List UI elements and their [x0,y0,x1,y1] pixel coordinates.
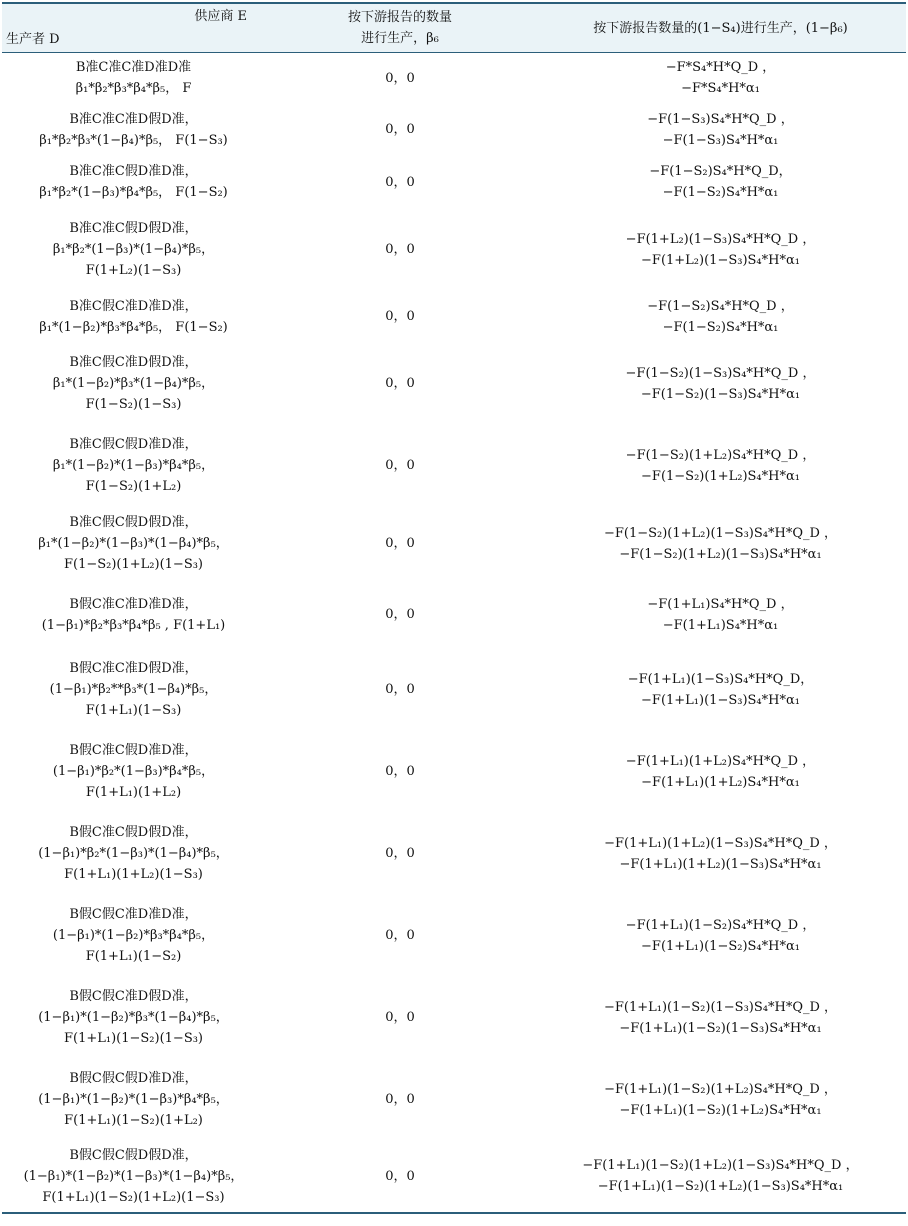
strategy-line: B假C假C准D准D准， [69,907,198,922]
partial-payoff-cell [535,425,906,507]
report-payoff-cell: 0，0 [385,1092,415,1107]
table-row [2,977,906,1059]
header-report-quantity-line: 进行生产，β₆ [361,31,439,46]
strategy-line: F(1+L₂)(1−S₃) [85,263,182,278]
strategy-line: β₁*(1−β₂)*β₃*(1−β₄)*β₅， [52,376,215,391]
partial-payoff-line: −F(1+L₁)(1−S₃)S₄*H*α₁ [641,692,800,708]
table-row [2,813,906,895]
table-row [2,343,906,425]
report-payoff-cell: 0，0 [385,242,415,257]
strategy-line: F(1+L₁)(1−S₂) [85,949,182,964]
report-payoff-cell: 0，0 [385,928,415,943]
partial-payoff-line: −F(1+L₂)(1−S₃)S₄*H*Q_D ， [625,231,816,247]
strategy-line: F(1+L₁)(1+L₂)(1−S₃) [64,867,203,882]
strategy-line: β₁*(1−β₂)*(1−β₃)*(1−β₄)*β₅， [38,536,229,551]
strategy-line: B假C假C准D假D准， [69,989,198,1004]
table-row [2,425,906,507]
partial-payoff-cell [535,1141,906,1213]
report-payoff-cell: 0，0 [385,70,415,86]
table-header [2,3,906,53]
strategy-cell [2,53,265,104]
partial-payoff-cell [535,895,906,977]
partial-payoff-line: −F(1+L₁)S₄*H*Q_D ， [647,596,794,612]
strategy-cell [2,104,265,156]
strategy-cell [2,813,265,895]
report-payoff-cell: 0，0 [385,1010,415,1025]
partial-payoff-line: −F(1−S₂)(1+L₂)S₄*H*Q_D ， [625,447,816,463]
partial-payoff-line: −F(1−S₂)S₄*H*α₁ [662,185,779,200]
table-body [2,53,906,1213]
strategy-line: F(1−S₂)(1−S₃) [85,397,182,412]
partial-payoff-cell [535,291,906,343]
partial-payoff-line: −F(1+L₁)(1+L₂)S₄*H*α₁ [641,774,800,790]
report-payoff-cell: 0，0 [385,309,415,324]
partial-payoff-line: −F(1+L₁)(1−S₂)(1+L₂)(1−S₃)S₄*H*α₁ [597,1179,844,1194]
partial-payoff-cell [535,1059,906,1141]
partial-payoff-line: −F(1+L₁)S₄*H*α₁ [662,617,779,633]
strategy-line: (1−β₁)*(1−β₂)*(1−β₃)*β₄*β₅， [38,1092,229,1107]
partial-payoff-cell [535,104,906,156]
partial-payoff-cell [535,156,906,209]
report-payoff-cell: 0，0 [385,764,415,779]
strategy-cell [2,291,265,343]
table-row [2,895,906,977]
partial-payoff-cell [535,53,906,104]
table-row [2,731,906,813]
strategy-cell [2,895,265,977]
strategy-cell [2,977,265,1059]
partial-payoff-line: −F(1−S₂)(1−S₃)S₄*H*α₁ [640,386,801,402]
strategy-line: β₁*β₂*(1−β₃)*(1−β₄)*β₅， [52,242,215,257]
strategy-cell [2,731,265,813]
partial-payoff-cell [535,649,906,731]
partial-payoff-line: −F(1+L₁)(1−S₂)(1+L₂)(1−S₃)S₄*H*Q_D ， [582,1158,859,1173]
report-payoff-cell: 0，0 [385,536,415,551]
strategy-cell [2,1141,265,1213]
report-payoff-cell: 0，0 [385,376,415,391]
strategy-line: B假C准C假D假D准， [69,825,198,840]
strategy-line: B假C准C假D准D准， [69,743,198,758]
strategy-line: β₁*β₂*(1−β₃)*β₄*β₅， F(1−S₂) [39,185,228,200]
partial-payoff-line: −F(1+L₁)(1−S₂)(1+L₂)S₄*H*Q_D ， [604,1081,837,1097]
partial-payoff-line: −F(1+L₁)(1−S₂)S₄*H*Q_D ， [625,917,816,933]
strategy-line: B假C假C假D假D准， [69,1147,198,1163]
strategy-cell [2,343,265,425]
table-row [2,507,906,581]
header-report-quantity-line: 按下游报告的数量 [347,10,452,25]
strategy-cell [2,649,265,731]
strategy-line: β₁*β₂*β₃*(1−β₄)*β₅， F(1−S₃) [39,132,228,148]
partial-payoff-line: −F(1+L₂)(1−S₃)S₄*H*α₁ [641,252,800,268]
strategy-cell [2,156,265,209]
report-payoff-cell: 0，0 [385,122,415,137]
strategy-line: F(1+L₁)(1−S₂)(1+L₂)(1−S₃) [42,1189,225,1205]
partial-payoff-line: −F(1+L₁)(1−S₃)S₄*H*Q_D， [627,671,814,687]
strategy-line: B准C准C假D准D准， [69,164,198,179]
strategy-line: β₁*(1−β₂)*β₃*β₄*β₅， F(1−S₂) [39,319,228,335]
strategy-line: B准C假C准D假D准， [69,355,198,370]
partial-payoff-line: −F(1−S₃)S₄*H*α₁ [662,132,779,148]
partial-payoff-cell [535,507,906,581]
partial-payoff-cell [535,977,906,1059]
strategy-line: β₁*(1−β₂)*(1−β₃)*β₄*β₅， [52,458,215,473]
table-row [2,1141,906,1213]
strategy-line: B假C准C准D准D准， [69,596,198,612]
strategy-line: (1−β₁)*β₂*(1−β₃)*(1−β₄)*β₅， [38,846,229,861]
partial-payoff-line: −F*S₄*H*Q_D ， [665,60,776,76]
table-row [2,209,906,291]
header-corner-cell [2,3,265,53]
strategy-line: B假C准C准D假D准， [69,661,198,676]
header-supplier-label: 供应商 E [194,9,247,24]
partial-payoff-line: −F*S₄*H*α₁ [681,81,760,97]
payoff-table [2,2,906,1214]
table-row [2,104,906,156]
strategy-line: (1−β₁)*(1−β₂)*(1−β₃)*(1−β₄)*β₅， [23,1168,244,1184]
partial-payoff-line: −F(1−S₂)S₄*H*α₁ [662,319,779,335]
strategy-line: F(1+L₁)(1+L₂) [85,785,182,800]
partial-payoff-line: −F(1+L₁)(1+L₂)(1−S₃)S₄*H*Q_D ， [604,835,837,851]
report-payoff-cell: 0，0 [385,1168,415,1184]
strategy-line: (1−β₁)*β₂*β₃*β₄*β₅ , F(1+L₁) [41,617,226,633]
partial-payoff-line: −F(1−S₂)(1+L₂)(1−S₃)S₄*H*Q_D ， [603,525,838,541]
partial-payoff-cell [535,343,906,425]
partial-payoff-line: −F(1+L₁)(1+L₂)S₄*H*Q_D ， [625,753,816,769]
partial-payoff-cell [535,731,906,813]
table-row [2,156,906,209]
strategy-cell [2,581,265,649]
table-row [2,581,906,649]
strategy-line: F(1+L₁)(1−S₂)(1−S₃) [63,1031,204,1046]
table-row [2,53,906,104]
table-row [2,649,906,731]
strategy-cell [2,1059,265,1141]
strategy-line: (1−β₁)*(1−β₂)*β₃*(1−β₄)*β₅， [38,1010,229,1025]
report-payoff-cell: 0，0 [385,682,415,697]
strategy-line: (1−β₁)*β₂**β₃*(1−β₄)*β₅， [49,682,218,697]
partial-payoff-cell [535,581,906,649]
strategy-line: (1−β₁)*β₂*(1−β₃)*β₄*β₅， [52,764,215,779]
partial-payoff-line: −F(1+L₁)(1−S₂)(1+L₂)S₄*H*α₁ [619,1102,822,1118]
partial-payoff-line: −F(1+L₁)(1−S₂)(1−S₃)S₄*H*Q_D ， [603,999,838,1015]
header-partial-quantity: 按下游报告数量的(1−S₄)进行生产，(1−β₆) [593,20,848,36]
strategy-cell [2,209,265,291]
partial-payoff-cell [535,813,906,895]
partial-payoff-line: −F(1−S₂)(1+L₂)S₄*H*α₁ [641,468,800,484]
partial-payoff-line: −F(1+L₁)(1+L₂)(1−S₃)S₄*H*α₁ [619,856,822,872]
strategy-line: B准C准C准D准D准 [75,60,192,76]
header-report-quantity [265,3,535,53]
table-row [2,291,906,343]
strategy-line: B准C假C准D准D准， [69,298,198,314]
partial-payoff-line: −F(1−S₃)S₄*H*Q_D ， [647,111,794,127]
partial-payoff-line: −F(1−S₂)(1−S₃)S₄*H*Q_D ， [625,365,816,381]
partial-payoff-cell [535,209,906,291]
strategy-line: B准C假C假D假D准， [69,515,198,530]
strategy-cell [2,425,265,507]
strategy-line: F(1−S₂)(1+L₂)(1−S₃) [63,557,204,572]
table-row [2,1059,906,1141]
report-payoff-cell: 0，0 [385,846,415,861]
partial-payoff-line: −F(1+L₁)(1−S₂)(1−S₃)S₄*H*α₁ [619,1020,822,1036]
partial-payoff-line: −F(1−S₂)S₄*H*Q_D， [649,164,792,179]
partial-payoff-line: −F(1−S₂)(1+L₂)(1−S₃)S₄*H*α₁ [619,546,822,562]
partial-payoff-line: −F(1+L₁)(1−S₂)S₄*H*α₁ [641,938,800,954]
report-payoff-cell: 0，0 [385,607,415,622]
strategy-line: β₁*β₂*β₃*β₄*β₅， F [75,81,192,97]
strategy-line: B准C准C假D假D准， [69,221,198,236]
report-payoff-cell: 0，0 [385,174,415,190]
strategy-line: F(1+L₁)(1−S₂)(1+L₂) [64,1113,203,1128]
partial-payoff-line: −F(1−S₂)S₄*H*Q_D ， [647,298,794,314]
strategy-line: B准C准C准D假D准， [69,111,198,127]
strategy-cell [2,507,265,581]
strategy-line: F(1−S₂)(1+L₂) [85,479,182,494]
strategy-line: B假C假C假D准D准， [69,1071,198,1086]
report-payoff-cell: 0，0 [385,458,415,473]
strategy-line: F(1+L₁)(1−S₃) [85,703,182,718]
strategy-line: (1−β₁)*(1−β₂)*β₃*β₄*β₅， [52,928,215,943]
strategy-line: B准C假C假D准D准， [69,437,198,452]
header-producer-label: 生产者 D [6,32,60,47]
